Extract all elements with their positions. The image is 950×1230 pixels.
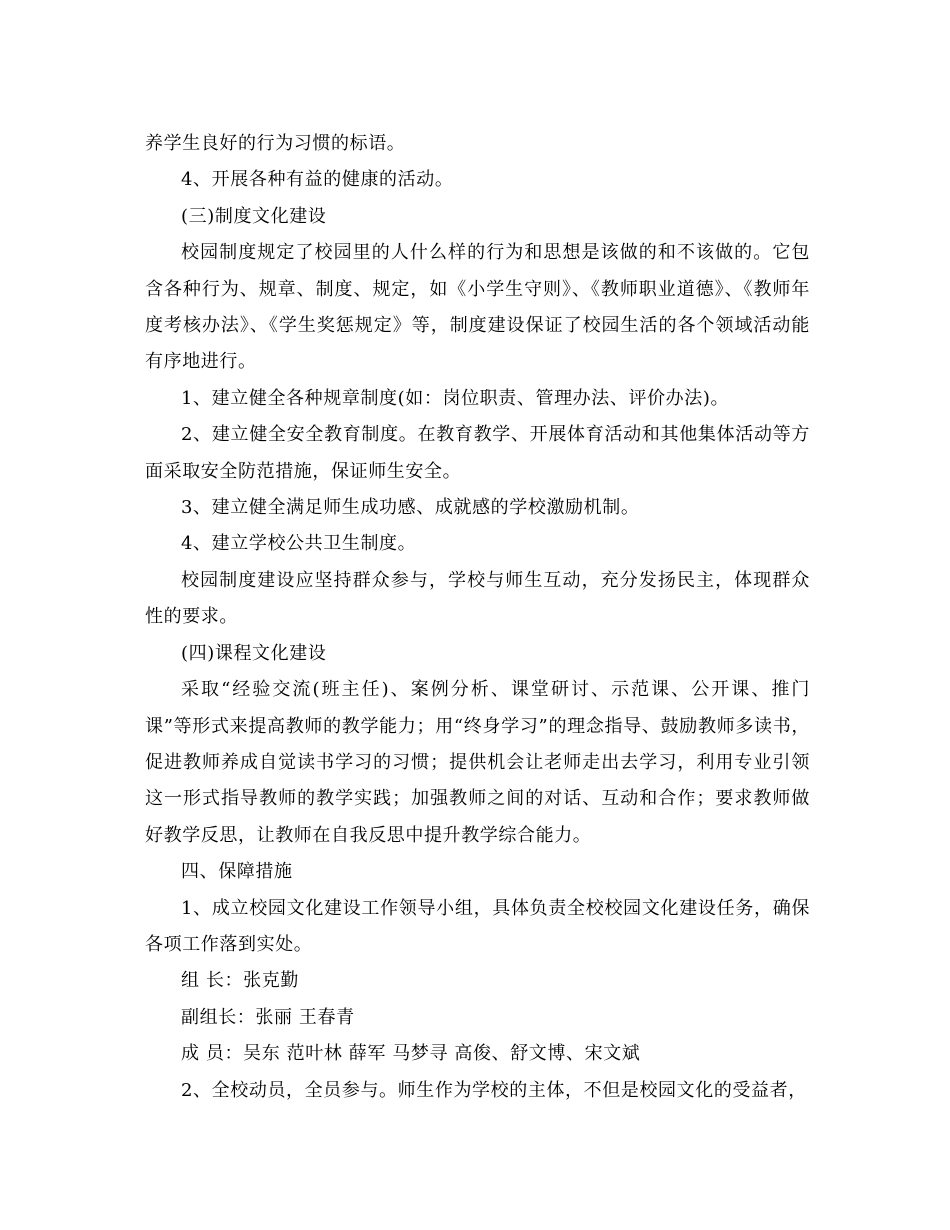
list-item-leadership-group: 1、成立校园文化建设工作领导小组，具体负责全校校园文化建设任务，确保各项工作落到实处。 [145, 897, 810, 955]
paragraph-continuation: 养学生良好的行为习惯的标语。 [145, 133, 406, 154]
list-item-activities: 4、开展各种有益的健康的活动。 [181, 169, 454, 191]
list-item-incentive: 3、建立健全满足师生成功感、成就感的学校激励机制。 [181, 497, 640, 519]
list-item-hygiene: 4、建立学校公共卫生制度。 [181, 533, 417, 555]
paragraph-curriculum: 采取“经验交流(班主任)、案例分析、课堂研讨、示范课、公开课、推门课”等形式来提高教师的教学能力；用“终身学习”的理念指导、鼓励教师多读书，促进教师养成自觉读书学习的习惯；提供机会让老师走出去学习，利用专业引领这一形式指导教师的教学实践；加强教师之间的对话、互动和合作；要求教师做好教学反思，让教师在自我反思中提升教学综合能力。 [145, 679, 810, 846]
list-item-safety: 2、建立健全安全教育制度。在教育教学、开展体育活动和其他集体活动等方面采取安全防范措施，保证师生安全。 [145, 424, 810, 482]
members-line: 成 员：吴东 范叶林 薛军 马梦寻 高俊、舒文博、宋文斌 [181, 1043, 641, 1065]
deputy-leader-line: 副组长：张丽 王春青 [181, 1006, 355, 1028]
document-body [145, 126, 810, 1109]
list-item-mobilization: 2、全校动员，全员参与。师生作为学校的主体，不但是校园文化的受益者， [181, 1079, 807, 1101]
list-item-rules: 1、建立健全各种规章制度(如：岗位职责、管理办法、评价办法)。 [181, 387, 730, 409]
section-heading-curriculum-culture: (四)课程文化建设 [181, 642, 327, 664]
section-heading-safeguards: 四、保障措施 [181, 861, 293, 883]
section-heading-system-culture: (三)制度文化建设 [181, 205, 327, 227]
paragraph-participation: 校园制度建设应坚持群众参与，学校与师生互动，充分发扬民主，体现群众性的要求。 [145, 569, 810, 628]
group-leader-line: 组 长：张克勤 [181, 970, 299, 992]
paragraph-system-intro: 校园制度规定了校园里的人什么样的行为和思想是该做的和不该做的。它包含各种行为、规章、制度、规定，如《小学生守则》、《教师职业道德》、《教师年度考核办法》、《学生奖惩规定》等，制度建设保证了校园生活的各个领域活动能有序地进行。 [145, 242, 810, 373]
